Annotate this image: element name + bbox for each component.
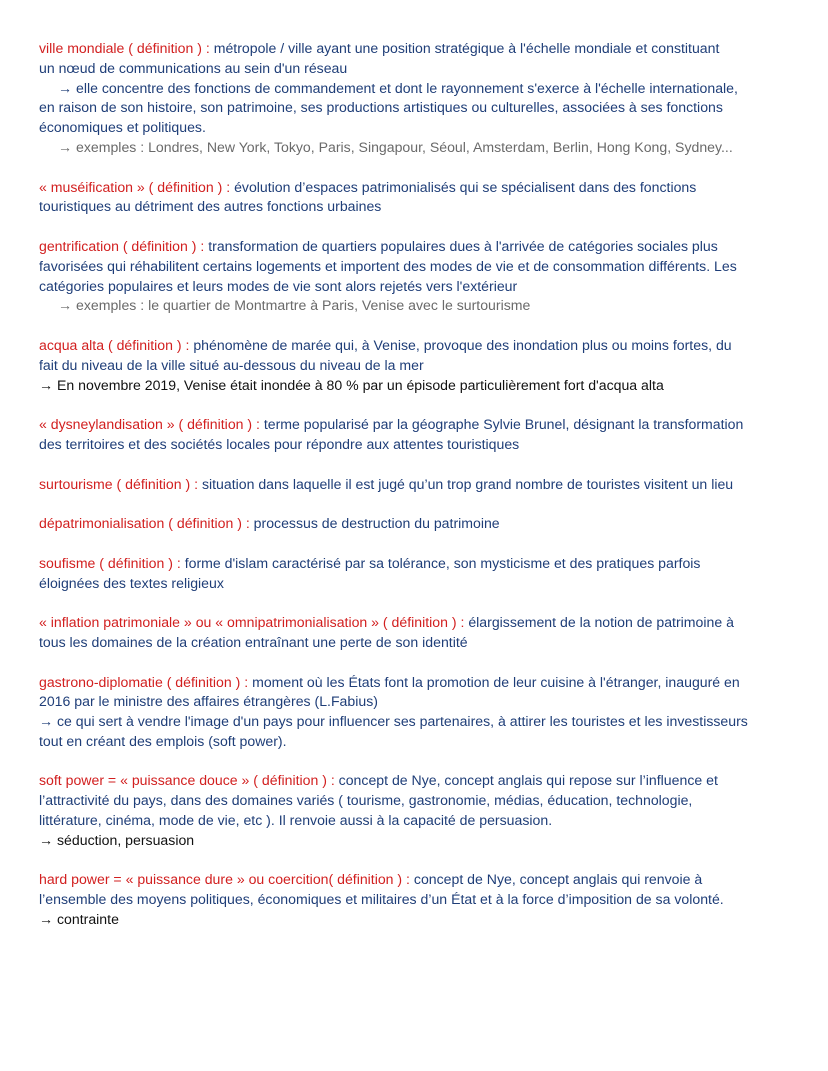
term: « inflation patrimoniale » ou « omnipatrimonialisation » ( définition ) :: [39, 614, 465, 631]
entry-soft-power: [39, 771, 802, 850]
term: ville mondiale ( définition ) :: [39, 40, 210, 56]
example-line: → exemples : le quartier de Montmartre à Paris, Venise avec le surtourisme: [58, 297, 531, 314]
detail-line: en raison de son histoire, son patrimoine, ses productions artistiques ou culturelles, associées à ses fonctions: [39, 99, 723, 116]
definition: processus de destruction du patrimoine: [253, 515, 500, 532]
entry-surtourisme: [39, 475, 802, 495]
detail-line: → ce qui sert à vendre l'image d'un pays pour influencer ses partenaires, à attirer les touristes et les investisseurs: [39, 713, 748, 730]
term: gastrono-diplomatie ( définition ) :: [39, 673, 249, 690]
term: surtourisme ( définition ) :: [39, 475, 199, 492]
term: soufisme ( définition ) :: [39, 554, 181, 571]
example-line: → En novembre 2019, Venise était inondée à 80 % par un épisode particulièrement fort d'acqua alta: [39, 376, 664, 393]
example-line: → exemples : Londres, New York, Tokyo, Paris, Singapour, Séoul, Amsterdam, Berlin, Hong Kong, Sydney...: [58, 138, 733, 155]
term: hard power = « puissance dure » ou coercition( définition ) :: [39, 871, 410, 888]
definition-line: l’ensemble des moyens politiques, économiques et militaires d’un État et à la force d’imposition de sa volonté.: [39, 891, 724, 908]
term: dépatrimonialisation ( définition ) :: [39, 515, 250, 532]
definition: forme d'islam caractérisé par sa tolérance, son mysticisme et des pratiques parfois: [184, 554, 701, 571]
entry-inflation-patrimoniale: [39, 613, 802, 653]
term: acqua alta ( définition ) :: [39, 336, 190, 353]
definition: élargissement de la notion de patrimoine à: [468, 614, 734, 631]
entry-soufisme: [39, 554, 802, 594]
definition-line: touristiques au détriment des autres fonctions urbaines: [39, 198, 382, 215]
detail-line: → elle concentre des fonctions de commandement et dont le rayonnement s'exerce à l'échelle internationale,: [58, 79, 738, 96]
definition: moment où les États font la promotion de leur cuisine à l'étranger, inauguré en: [252, 673, 740, 690]
definition-line: favorisées qui réhabilitent certains logements et importent des modes de vie et de consommation différents. Les: [39, 257, 737, 274]
detail-line: économiques et politiques.: [39, 119, 206, 136]
definition: métropole / ville ayant une position stratégique à l'échelle mondiale et constituant: [213, 40, 720, 56]
definition-line: éloignées des textes religieux: [39, 574, 224, 591]
definition-line: tous les domaines de la création entraînant une perte de son identité: [39, 633, 468, 650]
definition-line: catégories populaires et leurs modes de vie sont alors rejetés vers l'extérieur: [39, 277, 518, 294]
detail-line: tout en créant des emplois (soft power).: [39, 732, 287, 749]
definition: concept de Nye, concept anglais qui renvoie à: [413, 871, 703, 888]
example-line: → séduction, persuasion: [39, 831, 195, 848]
entry-hard-power: [39, 870, 802, 929]
term: « muséification » ( définition ) :: [39, 178, 231, 195]
entry-depatrimonialisation: [39, 514, 802, 534]
entry-museification: [39, 178, 802, 218]
definition: évolution d’espaces patrimonialisés qui se spécialisent dans des fonctions: [234, 178, 697, 195]
definition: terme popularisé par la géographe Sylvie Brunel, désignant la transformation: [263, 416, 744, 433]
entry-gentrification: [39, 237, 802, 316]
definition: transformation de quartiers populaires dues à l'arrivée de catégories sociales plus: [208, 237, 718, 254]
definition-line: littérature, cinéma, mode de vie, etc ). Il renvoie aussi à la capacité de persuasion.: [39, 812, 553, 829]
entry-ville-mondiale: [39, 39, 802, 158]
definition: concept de Nye, concept anglais qui repose sur l’influence et: [338, 772, 718, 789]
definition: situation dans laquelle il est jugé qu’un trop grand nombre de touristes visitent un lieu: [201, 475, 734, 492]
entry-acqua-alta: [39, 336, 802, 395]
definition-line: l’attractivité du pays, dans des domaines variés ( tourisme, gastronomie, médias, éducation, technologie,: [39, 792, 693, 809]
definition-line: des territoires et des sociétés locales pour répondre aux attentes touristiques: [39, 435, 520, 452]
term: soft power = « puissance douce » ( définition ) :: [39, 772, 335, 789]
term: gentrification ( définition ) :: [39, 237, 205, 254]
definition: phénomène de marée qui, à Venise, provoque des inondation plus ou moins fortes, du: [193, 336, 732, 353]
definition-line: un nœud de communications au sein d'un réseau: [39, 59, 348, 76]
definition-line: 2016 par le ministre des affaires étrangères (L.Fabius): [39, 693, 378, 710]
example-line: → contrainte: [39, 911, 119, 928]
term: « dysneylandisation » ( définition ) :: [39, 416, 260, 433]
entry-gastrono-diplomatie: [39, 673, 802, 752]
definition-line: fait du niveau de la ville situé au-dessous du niveau de la mer: [39, 356, 424, 373]
entry-dysneylandisation: [39, 415, 802, 455]
